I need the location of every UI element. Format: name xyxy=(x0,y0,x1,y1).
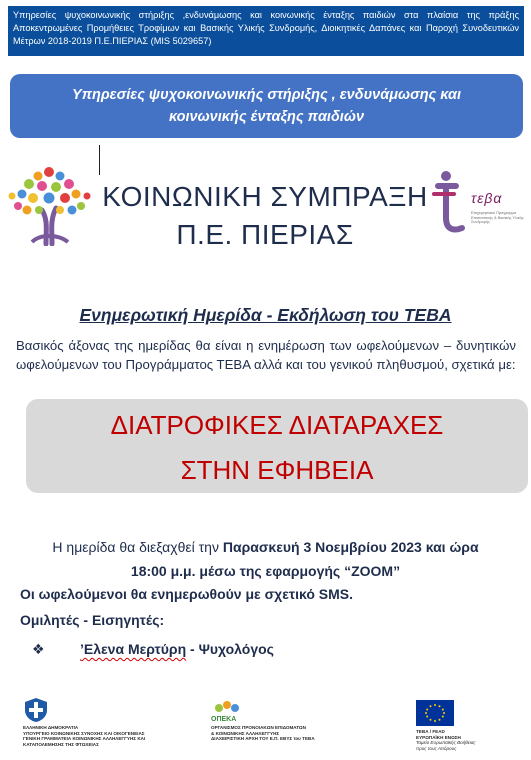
ministry-line: ΕΛΛΗΝΙΚΗ ΔΗΜΟΚΡΑΤΙΑ xyxy=(23,725,79,730)
ministry-line: ΥΠΟΥΡΓΕΙΟ ΚΟΙΝΩΝΙΚΗΣ ΣΥΝΟΧΗΣ ΚΑΙ ΟΙΚΟΓΕΝΕΙΑΣ xyxy=(23,730,145,736)
date-prefix: Η ημερίδα θα διεξαχθεί την xyxy=(52,539,223,555)
topic-line-2: ΣΤΗΝ ΕΦΗΒΕΙΑ xyxy=(180,455,374,485)
time-line: 18:00 μ.μ. μέσω της εφαρμογής “ZOOM” xyxy=(130,563,401,579)
date-value: Παρασκευή 3 Νοεμβρίου 2023 και ώρα xyxy=(222,539,479,555)
topic-line-1: ΔΙΑΤΡΟΦΙΚΕΣ ΔΙΑΤΑΡΑΧΕΣ xyxy=(110,410,444,440)
sms-note: Οι ωφελούμενοι θα ενημερωθούν με σχετικό SMS. xyxy=(20,586,354,602)
eu-line: προς τους Απόρους xyxy=(416,745,457,751)
header-notice: Υπηρεσίες ψυχοκοινωνικής στήριξης ,ενδυνάμωσης και κοινωνικής ένταξης παιδιών στα πλαίσια της πράξης Αποκεντρωμένες Προμήθειες Τροφίμων και Βασικής Υλικής Συνδρομής, Διοικητικές Δαπάνες και Παροχή Συνοδευτικών Μέτρων 2018-2019 Π.Ε.ΠΙΕΡΙΑΣ (MIS 5029657) xyxy=(8,6,524,56)
service-banner xyxy=(10,74,523,138)
eu-flag-icon xyxy=(416,700,454,726)
bullet-icon: ❖ xyxy=(32,641,45,657)
tree-logo-icon xyxy=(2,160,97,246)
eu-line: ΤΕΒΑ / FEAD xyxy=(416,729,445,734)
text-cursor xyxy=(99,145,100,175)
eu-text xyxy=(416,729,526,751)
opeka-line: & ΚΟΙΝΩΝΙΚΗΣ ΑΛΛΗΛΕΓΓΥΗΣ xyxy=(211,730,280,736)
greek-emblem-icon xyxy=(23,697,49,723)
topic-box xyxy=(26,399,528,493)
speaker-name: ’Ελενα Μερτύρη xyxy=(80,641,187,657)
event-title: Ενημερωτική Ημερίδα - Εκδήλωση του ΤΕΒΑ xyxy=(79,305,452,325)
title-line-2: Π.Ε. ΠΙΕΡΙΑΣ xyxy=(176,219,354,250)
eu-line: Ταμείο Ευρωπαϊκής Βοήθειας xyxy=(416,740,476,746)
title-line-1: ΚΟΙΝΩΝΙΚΗ ΣΥΜΠΡΑΞΗ xyxy=(102,181,428,212)
ministry-text xyxy=(23,725,193,747)
speaker-entry xyxy=(80,641,274,657)
teba-logo-subtitle: Επιχειρησιακό Πρόγραμμα Επισιτιστικής & Βασικής Υλικής Συνδρομής xyxy=(471,211,524,225)
opeka-name: ΟΠΕΚΑ xyxy=(211,716,237,723)
opeka-line: ΔΙΑΧΕΙΡΙΣΤΙΚΗ ΑΡΧΗ ΤΟΥ Ε.Π. ΕΒΥΣ του ΤΕΒΑ xyxy=(211,736,315,742)
teba-logo-icon xyxy=(432,168,524,248)
opeka-line: ΟΡΓΑΝΙΣΜΟΣ ΠΡΟΝΟΙΑΚΩΝ ΕΠΙΔΟΜΑΤΩΝ xyxy=(211,725,306,730)
opeka-text xyxy=(211,725,361,742)
speakers-label: Ομιλητές - Εισηγητές: xyxy=(20,612,165,628)
ministry-line: ΓΕΝΙΚΗ ΓΡΑΜΜΑΤΕΙΑ ΚΟΙΝΩΝΙΚΗΣ ΑΛΛΗΛΕΓΓΥΗΣ ΚΑΙ xyxy=(23,736,146,742)
banner-line-2: κοινωνικής ένταξης παιδιών xyxy=(168,109,365,125)
banner-line-1: Υπηρεσίες ψυχοκοινωνικής στήριξης , ενδυνάμωσης και xyxy=(72,87,461,103)
eu-line: ΕΥΡΩΠΑΪΚΗ ΕΝΩΣΗ xyxy=(416,734,461,740)
teba-logo-word: τεβα xyxy=(471,190,503,206)
event-date xyxy=(0,535,531,583)
page-title xyxy=(100,178,430,254)
speaker-role: - Ψυχολόγος xyxy=(186,641,274,657)
ministry-line: ΚΑΤΑΠΟΛΕΜΗΣΗΣ ΤΗΣ ΦΤΩΧΕΙΑΣ xyxy=(23,741,99,747)
event-intro: Βασικός άξονας της ημερίδας θα είναι η ενημέρωση των ωφελούμενων – δυνητικών ωφελούμενων του Προγράμματος ΤΕΒΑ αλλά και του γενικού πληθυσμού, σχετικά με: xyxy=(16,338,516,372)
